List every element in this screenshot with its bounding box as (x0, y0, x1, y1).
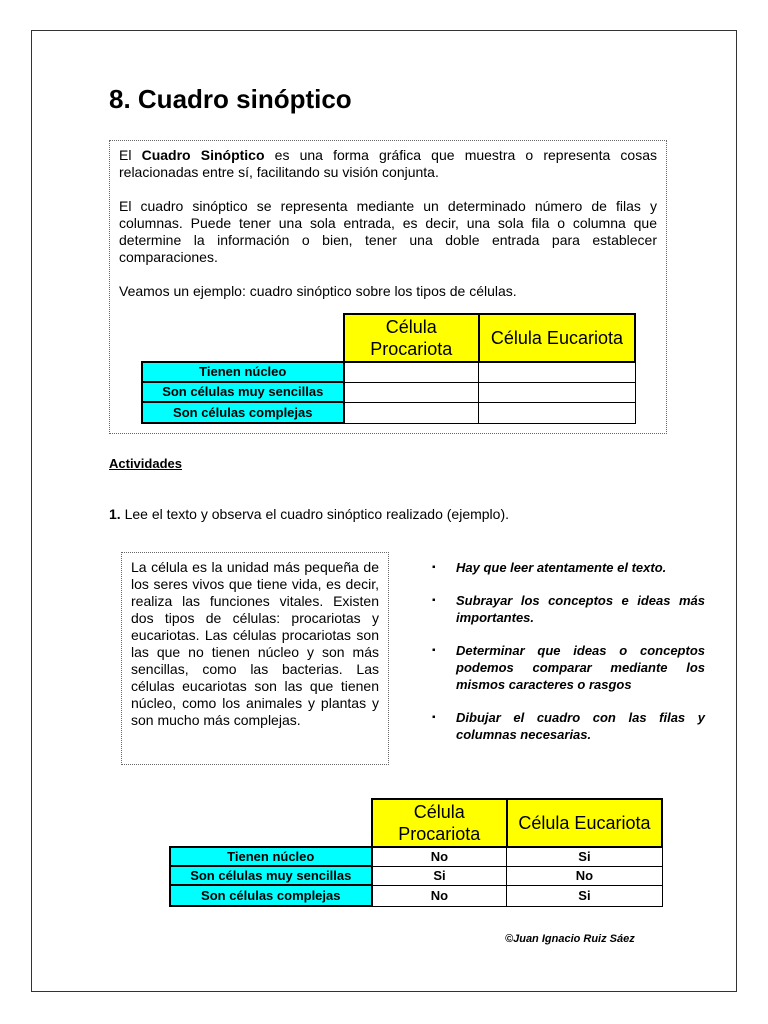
table-cell: No (372, 847, 507, 866)
table-cell: No (507, 866, 662, 885)
activities-heading: Actividades (109, 456, 182, 471)
bullet-icon: ▪ (432, 712, 436, 723)
intro-paragraph-example: Veamos un ejemplo: cuadro sinóptico sobre los tipos de células. (119, 283, 517, 299)
intro-paragraph-definition: El Cuadro Sinóptico es una forma gráfica que muestra o representa cosas relacionadas entre sí, facilitando su visión conjunta. (119, 147, 657, 180)
column-header-eucariota: Célula Eucariota (479, 314, 635, 362)
table-cell (344, 382, 479, 402)
table-cell (479, 362, 635, 382)
table-cell (479, 382, 635, 402)
intro-paragraph-structure: El cuadro sinóptico se representa mediante un determinado número de filas y columnas. Puede tener una sola entrada, es decir, una sola fila o columna que determine la información o bien, tener una doble entrada para establecer comparaciones. (119, 198, 657, 265)
copyright-footer: ©Juan Ignacio Ruiz Sáez (505, 933, 635, 945)
row-header-complejas: Son células complejas (142, 402, 344, 423)
list-item: ▪ Hay que leer atentamente el texto. (432, 560, 667, 575)
bullet-icon: ▪ (432, 645, 436, 656)
bullet-icon: ▪ (432, 562, 436, 573)
row-header-nucleo: Tienen núcleo (170, 847, 372, 866)
column-header-procariota: Célula Procariota (372, 799, 507, 847)
table-cell: Si (507, 847, 662, 866)
table-cell: Si (507, 885, 662, 906)
table-corner (170, 799, 372, 847)
table-cell (344, 362, 479, 382)
list-item: ▪ Subrayar los conceptos e ideas más importantes. (432, 593, 705, 625)
reading-text-box: La célula es la unidad más pequeña de los seres vivos que tiene vida, es decir, realiza las funciones vitales. Existen dos tipos de células: procariotas y eucariotas. Las células procariotas son las que no tienen núcleo y son más sencillas, como las bacterias. Las células eucariotas son las que tienen núcleo, como los animales y plantas y son mucho más complejas. (121, 552, 389, 765)
activity-instruction: 1. Lee el texto y observa el cuadro sinóptico realizado (ejemplo). (109, 506, 510, 522)
result-synoptic-table (169, 798, 663, 907)
table-corner (142, 314, 344, 362)
row-header-sencillas: Son células muy sencillas (170, 866, 372, 885)
row-header-complejas: Son células complejas (170, 885, 372, 906)
list-item: ▪ Determinar que ideas o conceptos podemos comparar mediante los mismos caracteres o rasgos (432, 643, 705, 692)
intro-term: Cuadro Sinóptico (141, 147, 265, 163)
table-cell: Si (372, 866, 507, 885)
example-synoptic-table (141, 313, 636, 424)
activity-number: 1. (109, 506, 121, 522)
column-header-procariota: Célula Procariota (344, 314, 479, 362)
table-cell (344, 402, 479, 423)
table-cell: No (372, 885, 507, 906)
row-header-nucleo: Tienen núcleo (142, 362, 344, 382)
steps-list (430, 559, 705, 759)
row-header-sencillas: Son células muy sencillas (142, 382, 344, 402)
table-cell (479, 402, 635, 423)
page-title: 8. Cuadro sinóptico (109, 84, 352, 114)
bullet-icon: ▪ (432, 595, 436, 606)
list-item: ▪ Dibujar el cuadro con las filas y columnas necesarias. (432, 710, 705, 742)
column-header-eucariota: Célula Eucariota (507, 799, 662, 847)
